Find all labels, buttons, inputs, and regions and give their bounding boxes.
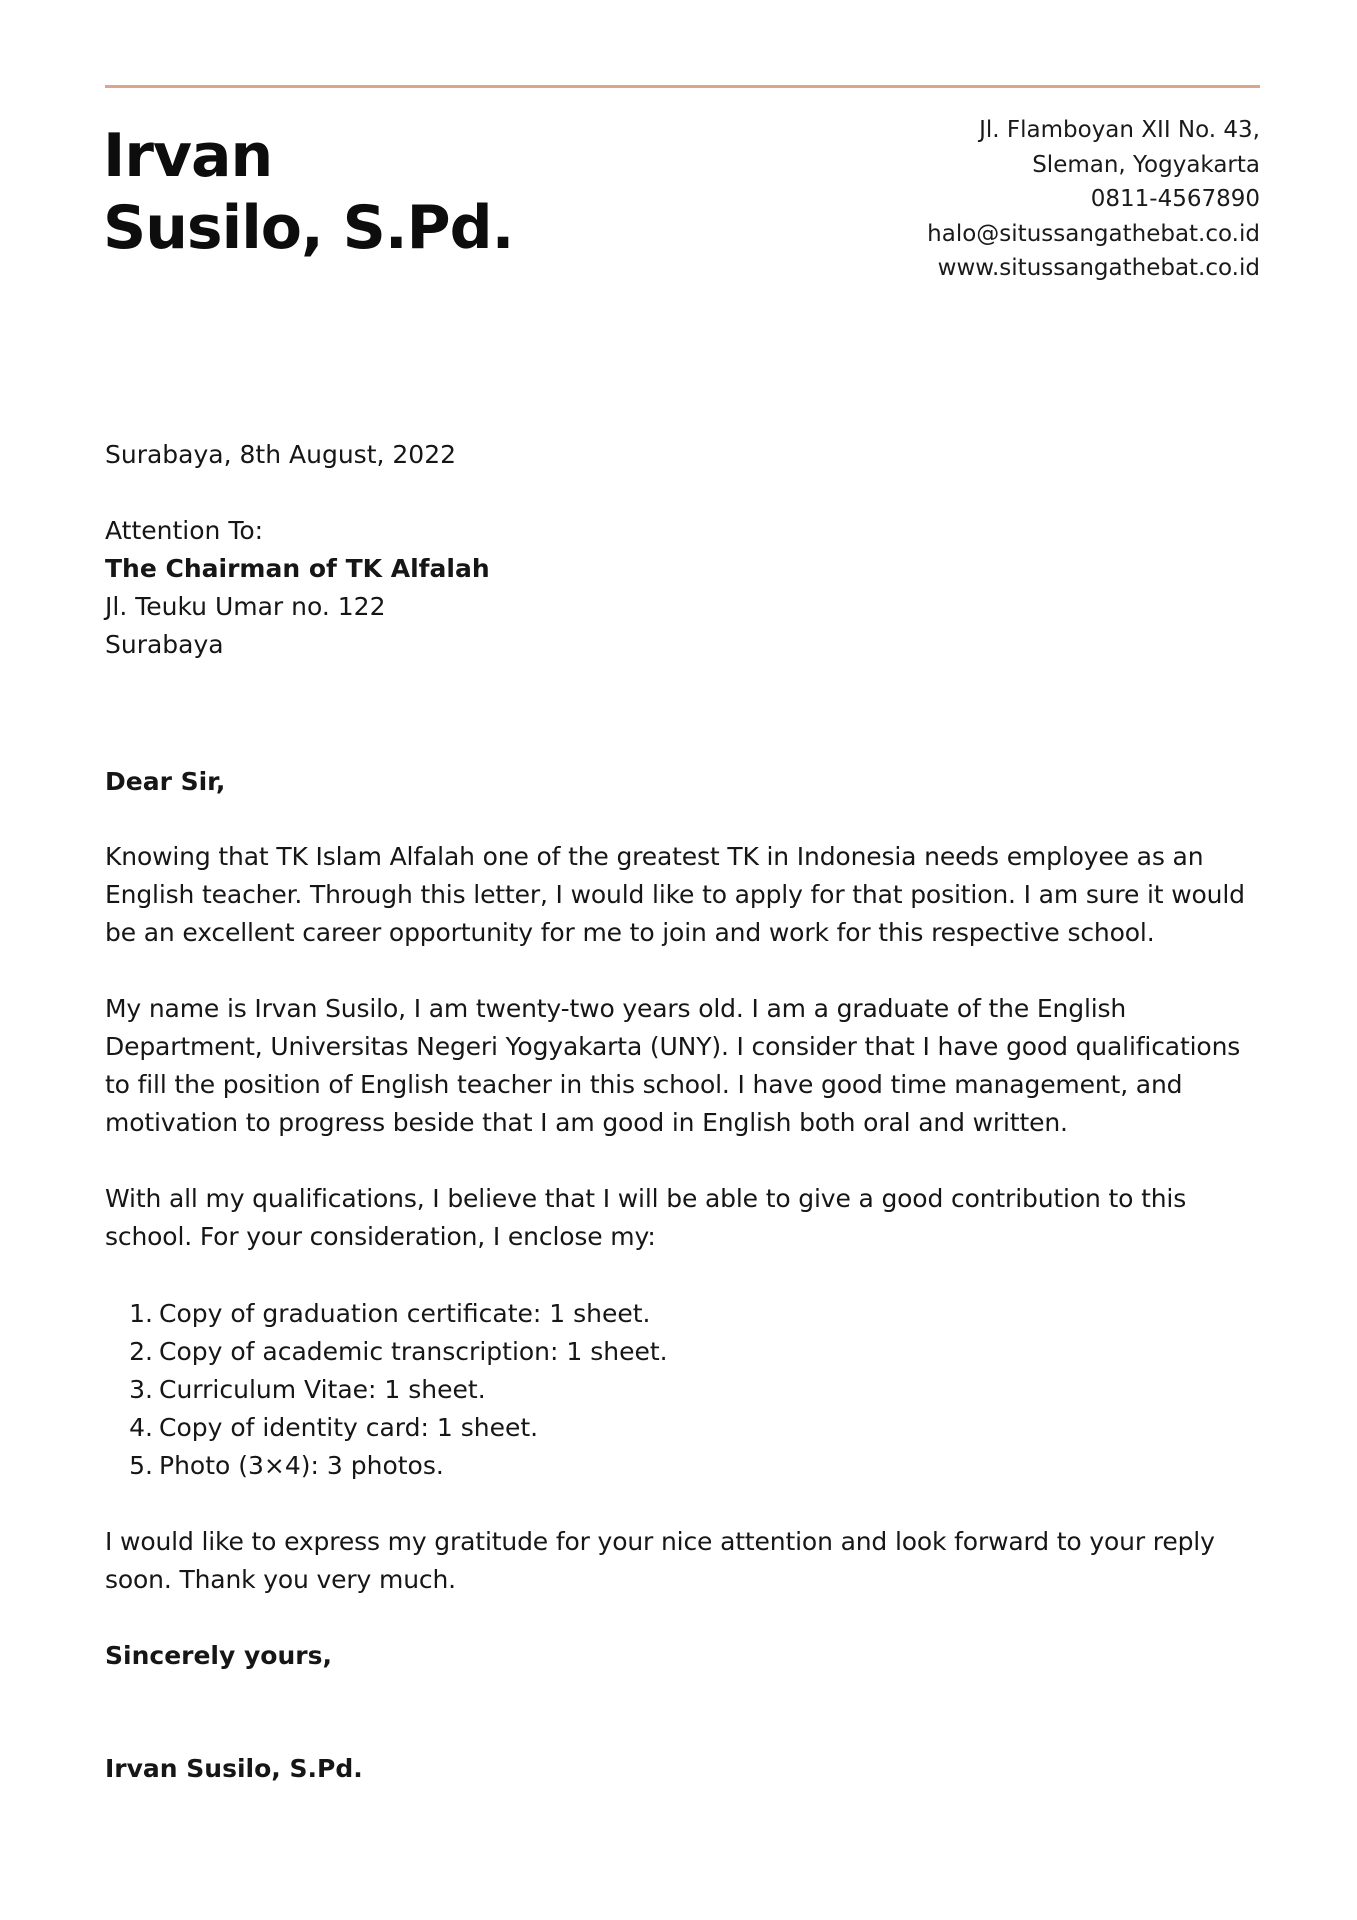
signoff: Sincerely yours, [105,1641,332,1670]
recipient-address: Jl. Teuku Umar no. 122 [105,592,386,621]
list-item-number: 1. [129,1299,153,1328]
paragraph-intro: Knowing that TK Islam Alfalah one of the greatest TK in Indonesia needs employee as an English teacher. Through this letter, I would like to apply for that position. I am sure it would be an excellent career opportunity for me to join and work for this respective school. [105,842,1245,947]
paragraph-qualifications: My name is Irvan Susilo, I am twenty-two years old. I am a graduate of the English Department, Universitas Negeri Yogyakarta (UNY). I consider that I have good qualifications to fill the position of English teacher in this school. I have good time management, and motivation to progress beside that I am good in English both oral and written. [105,994,1241,1137]
sender-name [103,120,513,264]
list-item-number: 4. [129,1413,153,1442]
recipient-attention: Attention To: [105,516,264,545]
sender-address-line1: Jl. Flamboyan XII No. 43, [979,117,1260,143]
closing-paragraph: I would like to express my gratitude for your nice attention and look forward to your reply soon. Thank you very much. [105,1527,1215,1594]
enclosure-list [105,1295,668,1485]
recipient-block [105,512,1265,664]
list-item [105,1295,668,1333]
list-item-text: Photo (3×4): 3 photos. [159,1451,444,1480]
list-item [105,1447,668,1485]
list-item-text: Copy of graduation certificate: 1 sheet. [159,1299,651,1328]
list-item [105,1371,668,1409]
list-item [105,1333,668,1371]
sender-phone: 0811-4567890 [1090,186,1260,212]
list-item-text: Copy of identity card: 1 sheet. [159,1413,539,1442]
sender-address-line2: Sleman, Yogyakarta [1032,151,1260,178]
recipient-city: Surabaya [105,630,224,659]
sender-name-line1: Irvan [103,121,273,191]
place-date: Surabaya, 8th August, 2022 [105,440,457,469]
list-item-number: 2. [129,1337,153,1366]
sender-contact [927,113,1260,286]
list-item-number: 3. [129,1375,153,1404]
header-divider [105,85,1260,88]
paragraph-enclosure-intro: With all my qualifications, I believe that I will be able to give a good contribution to this school. For your consideration, I enclose my: [105,1184,1187,1251]
sender-email: halo@situssangathebat.co.id [927,220,1260,247]
list-item-text: Copy of academic transcription: 1 sheet. [159,1337,668,1366]
signature-name: Irvan Susilo, S.Pd. [105,1754,363,1783]
list-item-number: 5. [129,1451,153,1480]
list-item-text: Curriculum Vitae: 1 sheet. [159,1375,486,1404]
sender-website: www.situssangathebat.co.id [937,255,1260,281]
recipient-title: The Chairman of TK Alfalah [105,554,490,583]
list-item [105,1409,668,1447]
sender-name-line2: Susilo, S.Pd. [103,193,514,263]
salutation: Dear Sir, [105,767,226,796]
